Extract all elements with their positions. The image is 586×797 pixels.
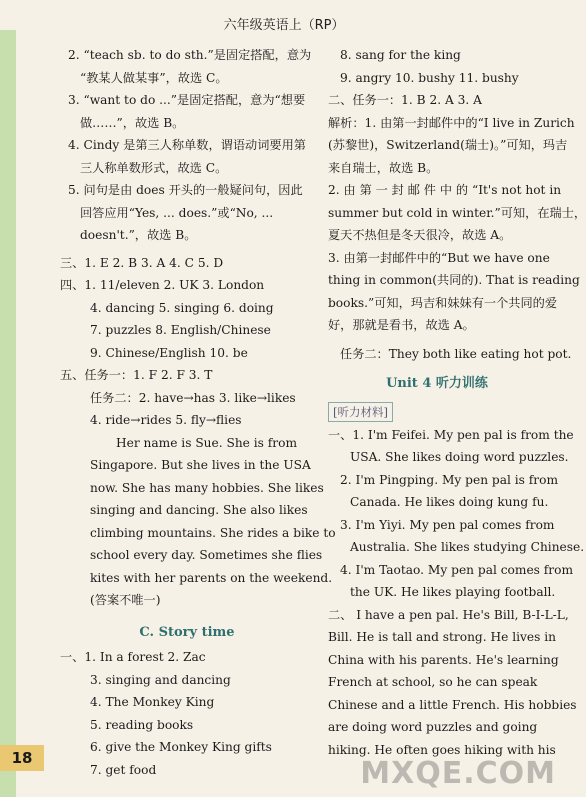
text-line: China with his parents. He's learning (328, 652, 559, 667)
text-line: thing in common(共同的). That is reading (328, 273, 580, 287)
text-line: 二、任务一：1. B 2. A 3. A (328, 93, 482, 107)
text-line: 5. reading books (90, 717, 194, 732)
text-line: 3. “want to do ...”是固定搭配，意为“想要 (68, 93, 306, 107)
text-line: singing and dancing. She also likes (90, 503, 308, 517)
text-line: Chinese and a little French. His hobbies (328, 697, 577, 712)
text-line: 3. 由第一封邮件中的“But we have one (328, 250, 550, 265)
text-line: Singapore. But she lives in the USA (90, 458, 311, 472)
text-line: 2. I'm Pingping. My pen pal is from (340, 472, 559, 487)
text-line: 一、1. I'm Feifei. My pen pal is from the (328, 427, 574, 442)
text-line: 四、1. 11/eleven 2. UK 3. London (60, 278, 265, 292)
text-line: hiking. He often goes hiking with his (328, 742, 556, 757)
text-line: “教某人做某事”，故选 C。 (80, 70, 228, 85)
text-line: 5. 问句是由 does 开头的一般疑问句，因此 (68, 183, 303, 197)
text-line: 回答应用“Yes, ... does.”或“No, ... (80, 205, 274, 220)
watermark: MXQE.COM (360, 756, 556, 791)
text-line: 3. I'm Yiyi. My pen pal comes from (340, 517, 555, 532)
text-line: 4. Cindy 是第三人称单数，谓语动词要用第 (68, 138, 306, 152)
unit-title: Unit 4 听力训练 (386, 376, 488, 391)
text-line: now. She has many hobbies. She likes (90, 480, 324, 495)
text-line: 任务二：They both like eating hot pot. (340, 346, 572, 361)
text-line: 4. ride→rides 5. fly→flies (90, 413, 242, 427)
text-line: 7. puzzles 8. English/Chinese (90, 323, 271, 337)
text-line: 4. The Monkey King (90, 695, 215, 709)
text-line: 做……”，故选 B。 (80, 115, 185, 130)
left-margin-strip (0, 30, 16, 797)
text-line: 三人称单数形式，故选 C。 (80, 160, 228, 175)
text-line: 一、1. In a forest 2. Zac (60, 650, 206, 664)
page-number: 18 (0, 745, 44, 771)
text-line: 8. sang for the king (340, 48, 461, 62)
text-line: 任务二：2. have→has 3. like→likes (90, 390, 296, 405)
text-line: 二、 I have a pen pal. He's Bill, B-I-L-L, (328, 607, 569, 622)
text-line: 解析：1. 由第一封邮件中的“I live in Zurich (328, 115, 575, 130)
text-line: books.”可知，玛吉和妹妹有一个共同的爱 (328, 295, 558, 310)
text-line: are doing word puzzles and going (328, 720, 538, 734)
text-line: 五、任务一：1. F 2. F 3. T (60, 368, 213, 382)
right-column (328, 44, 586, 761)
text-line: (答案不唯一) (90, 593, 161, 607)
text-line: French at school, so he can speak (328, 675, 538, 689)
left-column (60, 44, 336, 781)
text-line: climbing mountains. She rides a bike to (90, 525, 336, 540)
text-line: 9. angry 10. bushy 11. bushy (340, 70, 519, 85)
text-line: 夏天不热但是冬天很冷，故选 A。 (328, 228, 512, 242)
text-line: USA. She likes doing word puzzles. (350, 450, 569, 464)
text-line: Her name is Sue. She is from (116, 435, 298, 450)
text-line: 2. “teach sb. to do sth.”是固定搭配，意为 (68, 48, 312, 62)
text-line: 4. dancing 5. singing 6. doing (90, 300, 274, 315)
text-line: Australia. She likes studying Chinese. (350, 540, 585, 554)
listening-material-tag: [听力材料] (328, 402, 393, 422)
text-line: Canada. He likes doing kung fu. (350, 495, 549, 509)
text-line: 3. singing and dancing (90, 672, 231, 687)
page-header: 六年级英语上（RP） (223, 18, 345, 33)
text-line: the UK. He likes playing football. (350, 585, 556, 599)
text-line: 好，那就是看书，故选 A。 (328, 318, 475, 332)
text-line: 6. give the Monkey King gifts (90, 740, 272, 754)
text-line: 三、1. E 2. B 3. A 4. C 5. D (60, 255, 224, 270)
text-line: Bill. He is tall and strong. He lives in (328, 630, 556, 644)
text-line: 2. 由 第 一 封 邮 件 中 的 “It's not hot in (328, 183, 562, 197)
text-line: doesn't.”，故选 B。 (80, 228, 197, 242)
text-line: 来自瑞士，故选 B。 (328, 160, 439, 175)
text-line: school every day. Sometimes she flies (90, 548, 323, 562)
text-line: (苏黎世)，Switzerland(瑞士)。”可知，玛吉 (328, 138, 568, 152)
text-line: 4. I'm Taotao. My pen pal comes from (340, 562, 574, 577)
text-line: kites with her parents on the weekend. (90, 570, 333, 585)
text-line: 7. get food (90, 762, 157, 777)
text-line: summer but cold in winter.”可知，在瑞士， (328, 205, 586, 220)
section-title: C. Story time (139, 624, 235, 640)
text-line: 9. Chinese/English 10. be (90, 345, 248, 360)
